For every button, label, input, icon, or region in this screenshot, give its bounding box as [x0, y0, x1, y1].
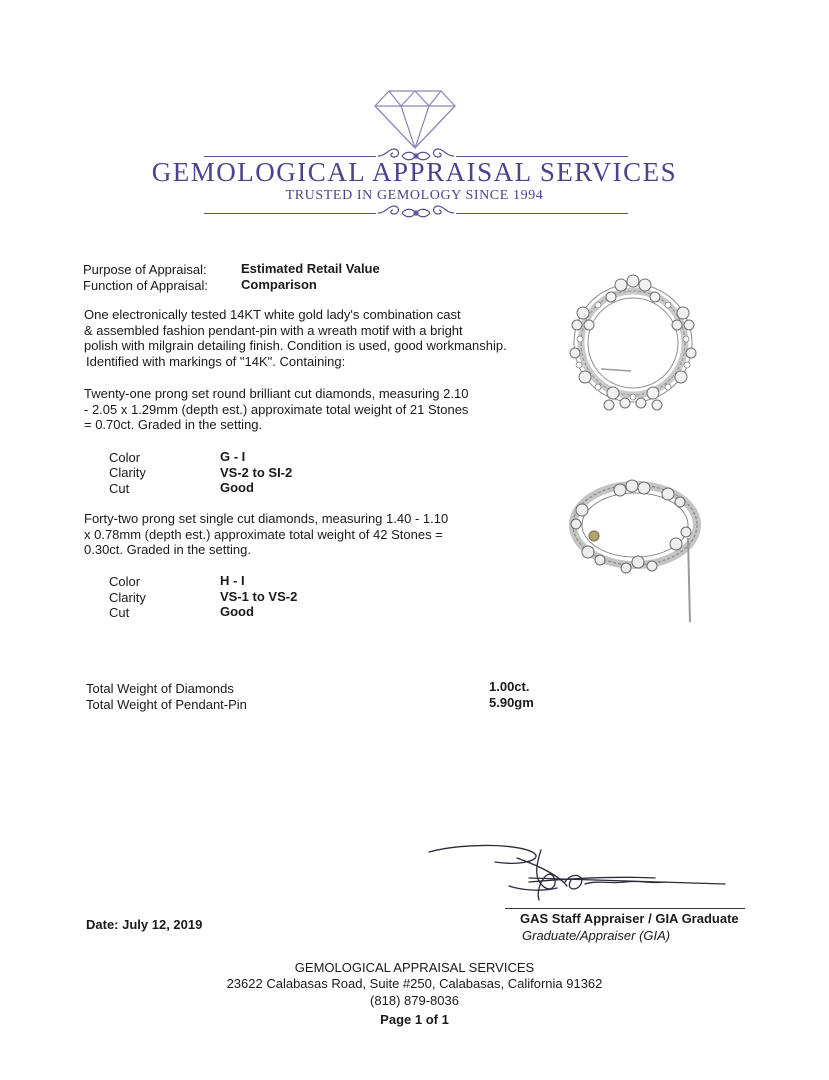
diamond-icon [373, 88, 457, 150]
stones-line: - 2.05 x 1.29mm (depth est.) approximate total weight of 21 Stones [84, 401, 469, 417]
function-value: Comparison [241, 277, 317, 292]
pendant-side-photo [560, 470, 710, 630]
stones-line: = 0.70ct. Graded in the setting. [84, 417, 263, 433]
function-label: Function of Appraisal: [83, 278, 209, 293]
footer-phone: (818) 879-8036 [370, 993, 459, 1008]
item-description [84, 307, 544, 369]
stones-line: x 0.78mm (depth est.) approximate total weight of 42 Stones = [84, 526, 443, 542]
header-rule-bottom-left [204, 213, 376, 214]
grade-value-color: H - I [220, 573, 245, 588]
description-line: Identified with markings of "14K". Containing: [86, 353, 346, 369]
stones-line: 0.30ct. Graded in the setting. [84, 542, 251, 558]
description-line: One electronically tested 14KT white gold lady's combination cast [84, 307, 461, 322]
grade-label-clarity: Clarity [109, 465, 146, 480]
company-name: GEMOLOGICAL APPRAISAL SERVICES [151, 157, 678, 187]
grade-value-color: G - I [220, 449, 246, 464]
handwritten-signature [425, 838, 745, 908]
stones-line: Twenty-one prong set round brilliant cut diamonds, measuring 2.10 [84, 386, 469, 401]
total-pin-value: 5.90gm [489, 695, 534, 710]
grade-value-cut: Good [220, 604, 254, 619]
stones-description-2 [84, 511, 504, 558]
grade-value-clarity: VS-1 to VS-2 [220, 589, 298, 604]
grade-value-cut: Good [220, 480, 254, 495]
grade-label-color: Color [109, 574, 141, 589]
total-diamonds-label: Total Weight of Diamonds [86, 681, 234, 696]
footer-company: GEMOLOGICAL APPRAISAL SERVICES [294, 960, 535, 975]
grade-label-cut: Cut [109, 481, 130, 496]
header-rule-bottom-right [456, 213, 628, 214]
total-diamonds-value: 1.00ct. [489, 679, 530, 694]
company-tagline: TRUSTED IN GEMOLOGY SINCE 1994 [285, 188, 544, 203]
pendant-front-photo [553, 267, 713, 422]
appraiser-subtitle: Graduate/Appraiser (GIA) [522, 928, 671, 943]
appraiser-title: GAS Staff Appraiser / GIA Graduate [520, 911, 739, 926]
stones-line: Forty-two prong set single cut diamonds, measuring 1.40 - 1.10 [84, 511, 449, 526]
grade-label-clarity: Clarity [109, 590, 146, 605]
grade-label-color: Color [109, 450, 141, 465]
page-number: Page 1 of 1 [380, 1012, 449, 1027]
stones-description-1 [84, 386, 504, 433]
purpose-label: Purpose of Appraisal: [83, 262, 207, 277]
description-line: polish with milgrain detailing finish. Condition is used, good workmanship. [84, 338, 507, 354]
scroll-ornament-icon [376, 202, 456, 224]
footer-address: 23622 Calabasas Road, Suite #250, Calabasas, California 91362 [226, 976, 603, 991]
signature-line [505, 908, 745, 909]
grade-value-clarity: VS-2 to SI-2 [220, 465, 293, 480]
purpose-value: Estimated Retail Value [241, 261, 380, 276]
total-pin-label: Total Weight of Pendant-Pin [86, 697, 247, 712]
description-line: & assembled fashion pendant-pin with a wreath motif with a bright [84, 322, 463, 338]
grade-label-cut: Cut [109, 605, 130, 620]
date-line: Date: July 12, 2019 [86, 917, 203, 932]
